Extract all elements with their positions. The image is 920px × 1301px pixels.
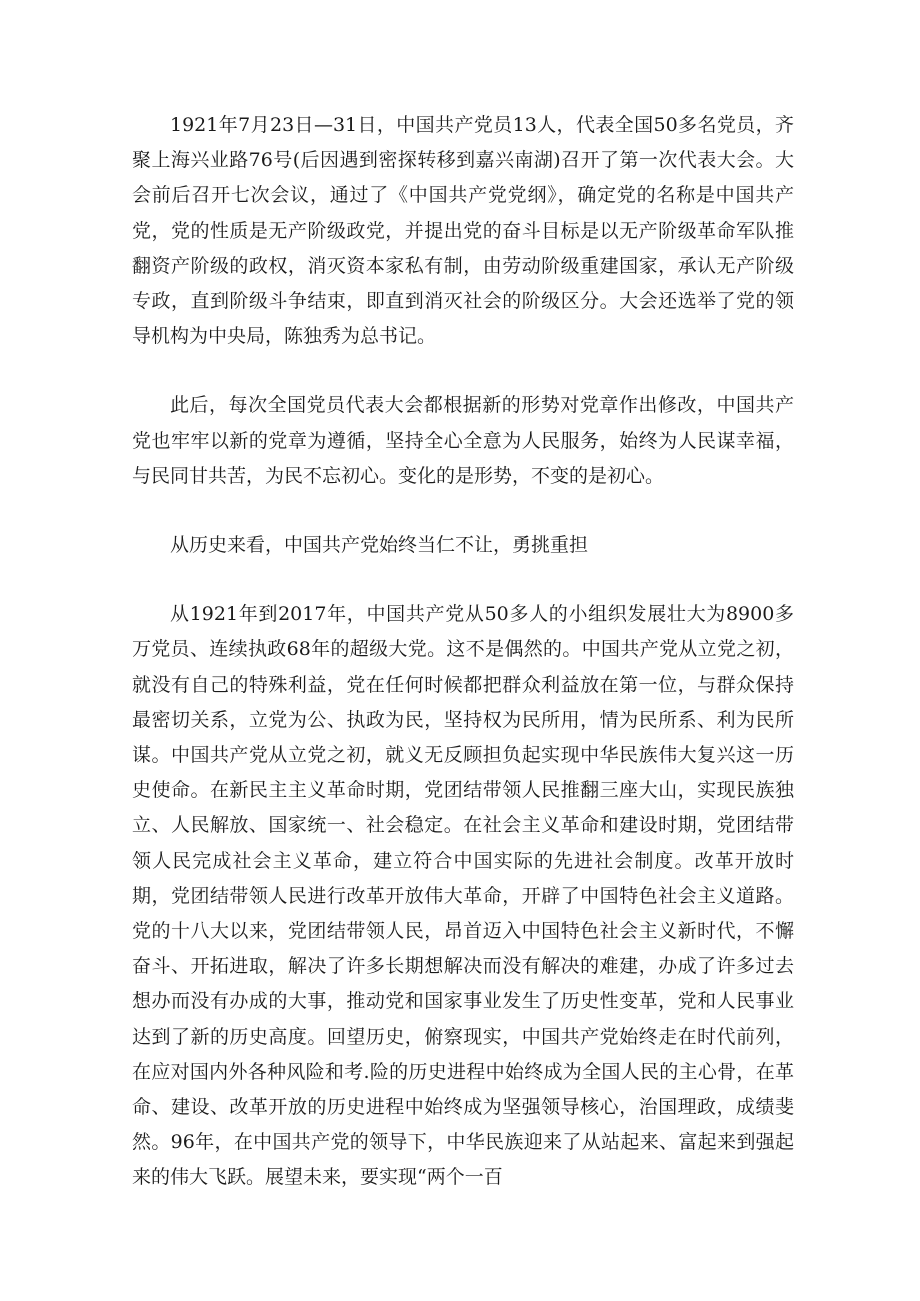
- paragraph-spacer: [132, 494, 794, 528]
- paragraph-spacer: [132, 354, 794, 388]
- paragraph-party-constitution: 此后，每次全国党员代表大会都根据新的形势对党章作出修改，中国共产党也牢牢以新的党章为遵循，坚持全心全意为人民服务，始终为人民谋幸福，与民同甘共苦，为民不忘初心。变化的是形势，不变的是初心。: [132, 394, 794, 487]
- paragraph-first-congress: 1921年7月23日—31日，中国共产党员13人，代表全国50多名党员，齐聚上海兴业路76号(后因遇到密探转移到嘉兴南湖)召开了第一次代表大会。大会前后召开七次会议，通过了《中国共产党党纲》，确定党的名称是中国共产党，党的性质是无产阶级政党，并提出党的奋斗目标是以无产阶级革命军队推翻资产阶级的政权，消灭资本家私有制，由劳动阶级重建国家，承认无产阶级专政，直到阶级斗争结束，即直到消灭社会的阶级区分。大会还选举了党的领导机构为中央局，陈独秀为总书记。: [132, 114, 794, 348]
- section-heading: 从历史来看，中国共产党始终当仁不让，勇挑重担: [170, 534, 589, 557]
- paragraph-history: 从1921年到2017年，中国共产党从50多人的小组织发展壮大为8900多万党员、连续执政68年的超级大党。这不是偶然的。中国共产党从立党之初，就没有自己的特殊利益，党在任何时候都把群众利益放在第一位，与群众保持最密切关系，立党为公、执政为民，坚持权为民所用，情为民所系、利为民所谋。中国共产党从立党之初，就义无反顾担负起实现中华民族伟大复兴这一历史使命。在新民主主义革命时期，党团结带领人民推翻三座大山，实现民族独立、人民解放、国家统一、社会稳定。在社会主义革命和建设时期，党团结带领人民完成社会主义革命，建立符合中国实际的先进社会制度。改革开放时期，党团结带领人民进行改革开放伟大革命，开辟了中国特色社会主义道路。党的十八大以来，党团结带领人民，昂首迈入中国特色社会主义新时代，不懈奋斗、开拓进取，解决了许多长期想解决而没有解决的难建，办成了许多过去想办而没有办成的大事，推动党和国家事业发生了历史性变革，党和人民事业达到了新的历史高度。回望历史，俯察现实，中国共产党始终走在时代前列，在应对国内外各种风险和考.险的历史进程中始终成为全国人民的主心骨，在革命、建设、改革开放的历史进程中始终成为坚强领导核心，治国理政，成绩斐然。96年，在中国共产党的领导下，中华民族迎来了从站起来、富起来到强起来的伟大飞跃。展望未来，要实现“两个一百: [132, 603, 794, 1189]
- paragraph-spacer: [132, 563, 794, 597]
- document-body: [132, 108, 794, 1196]
